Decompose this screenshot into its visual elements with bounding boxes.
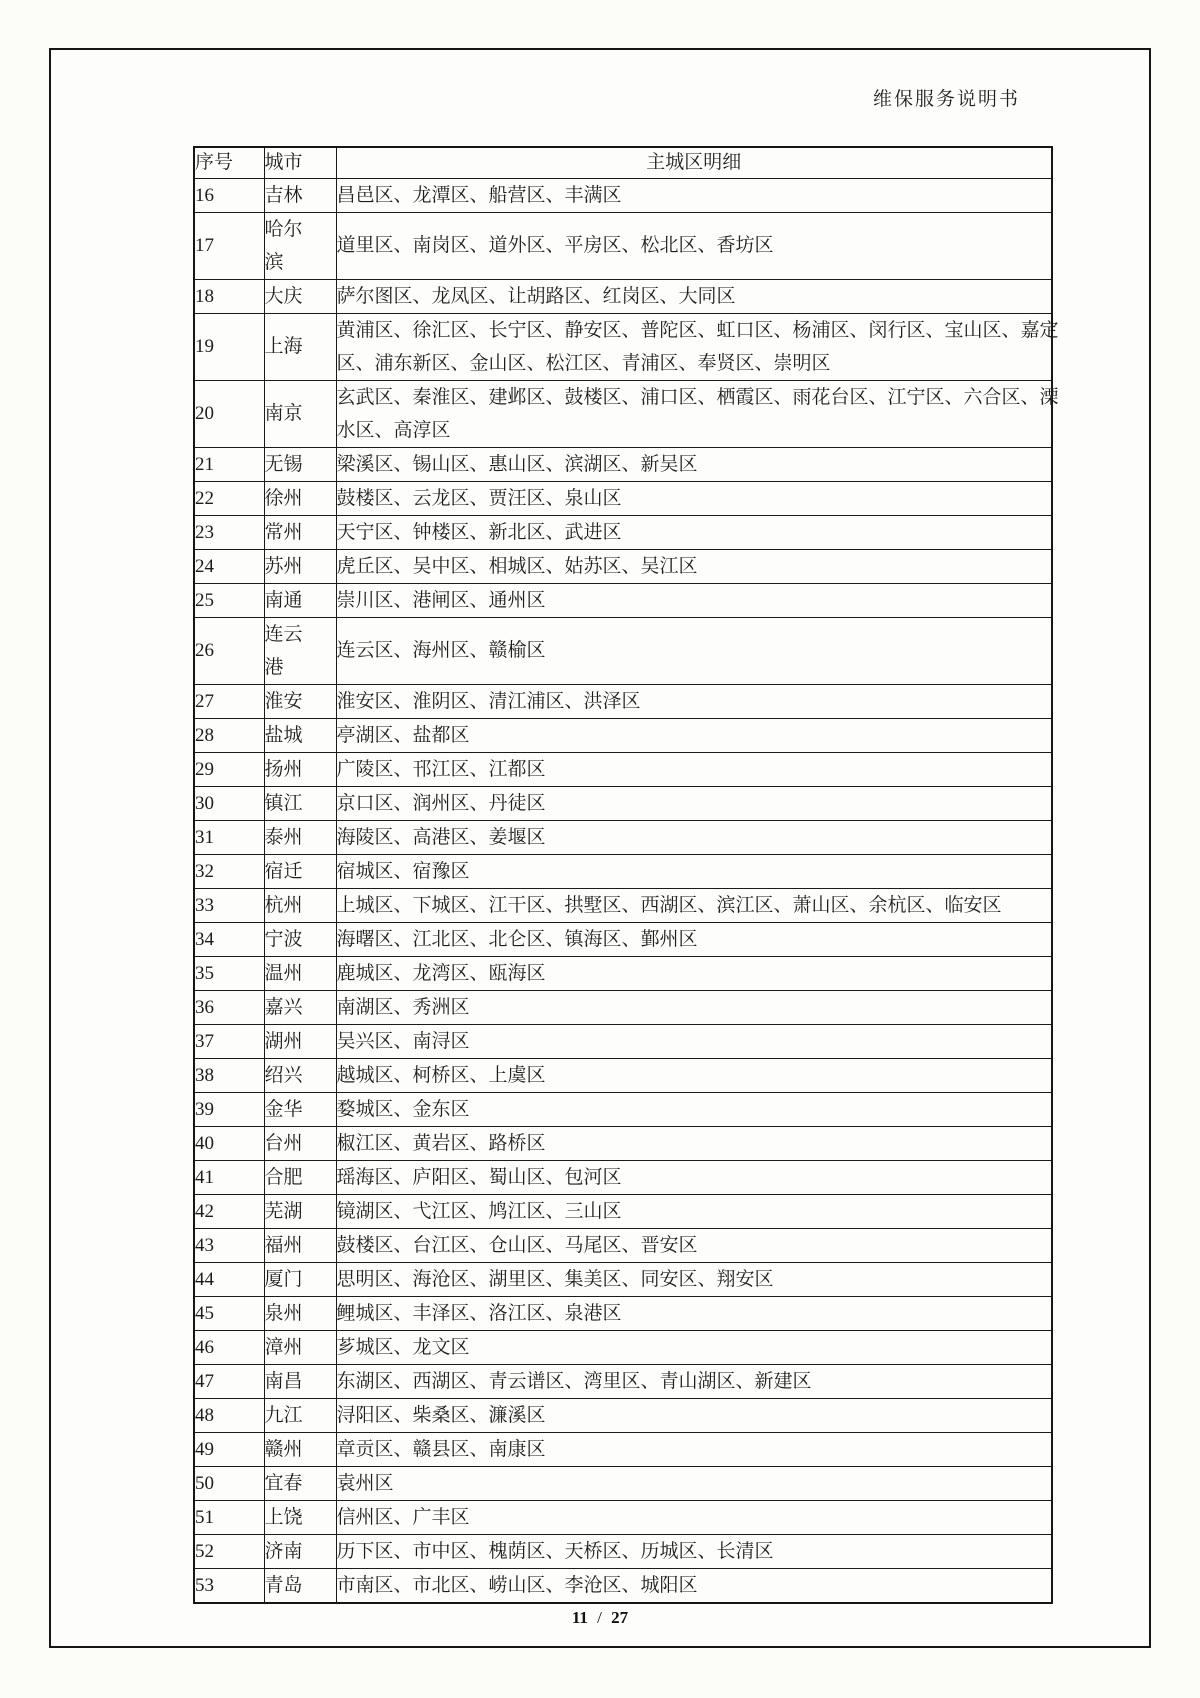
cell-row-number: [194, 212, 264, 279]
cell-districts: [336, 279, 1052, 313]
row-number: 29: [195, 758, 214, 780]
row-number: 28: [195, 724, 214, 746]
cell-row-number: [194, 1330, 264, 1364]
cell-row-number: [194, 922, 264, 956]
row-number: 42: [195, 1200, 214, 1222]
cell-districts-line: 吴兴区、南浔区: [336, 1030, 470, 1052]
cell-row-number: [194, 1364, 264, 1398]
cell-districts: [336, 684, 1052, 718]
cell-city: [264, 1262, 336, 1296]
row-number: 36: [195, 996, 214, 1018]
cell-districts-line: 椒江区、黄岩区、路桥区: [336, 1132, 546, 1154]
cell-city-line: 南昌: [264, 1370, 303, 1392]
cell-districts-line: 东湖区、西湖区、青云谱区、湾里区、青山湖区、新建区: [336, 1370, 812, 1392]
table-row: [194, 515, 1052, 549]
cell-city-line: 连云: [264, 623, 303, 645]
cell-city: [264, 1398, 336, 1432]
cell-row-number: [194, 380, 264, 447]
cell-city: [264, 854, 336, 888]
table-row: [194, 1330, 1052, 1364]
cell-districts-line: 信州区、广丰区: [336, 1506, 470, 1528]
cell-city: [264, 1126, 336, 1160]
row-number: 53: [195, 1574, 214, 1596]
cell-districts: [336, 888, 1052, 922]
cell-city: [264, 786, 336, 820]
cell-city-line: 泰州: [264, 826, 303, 848]
table-row: [194, 1024, 1052, 1058]
cell-row-number: [194, 1568, 264, 1603]
table-row: [194, 1228, 1052, 1262]
cell-city-line: 温州: [264, 962, 303, 984]
cell-districts: [336, 1500, 1052, 1534]
cell-districts-line: 市南区、市北区、崂山区、李沧区、城阳区: [336, 1574, 698, 1596]
cell-row-number: [194, 1092, 264, 1126]
cell-districts: [336, 1466, 1052, 1500]
cell-row-number: [194, 447, 264, 481]
table-row: [194, 1262, 1052, 1296]
cell-districts: [336, 178, 1052, 212]
cell-districts: [336, 990, 1052, 1024]
table-row: [194, 718, 1052, 752]
table-row: [194, 178, 1052, 212]
districts-table: [193, 146, 1059, 1604]
cell-row-number: [194, 990, 264, 1024]
cell-city: [264, 1568, 336, 1603]
cell-districts: [336, 1330, 1052, 1364]
cell-districts: [336, 752, 1052, 786]
cell-city-line: 杭州: [264, 894, 303, 916]
cell-city: [264, 617, 336, 684]
cell-city: [264, 1364, 336, 1398]
cell-city-line: 泉州: [264, 1302, 303, 1324]
cell-city: [264, 1194, 336, 1228]
cell-city-line: 宁波: [264, 928, 303, 950]
row-number: 35: [195, 962, 214, 984]
cell-city: [264, 1228, 336, 1262]
row-number: 20: [195, 403, 214, 424]
cell-districts-line: 梁溪区、锡山区、惠山区、滨湖区、新吴区: [336, 453, 698, 475]
table-row: [194, 1500, 1052, 1534]
cell-districts: [336, 515, 1052, 549]
cell-districts-line: 越城区、柯桥区、上虞区: [336, 1064, 546, 1086]
table-row: [194, 617, 1052, 684]
table-row: [194, 1296, 1052, 1330]
row-number: 21: [195, 453, 214, 475]
row-number: 26: [195, 640, 214, 661]
cell-row-number: [194, 1296, 264, 1330]
cell-city-line: 绍兴: [264, 1064, 303, 1086]
cell-city-line: 淮安: [264, 690, 303, 712]
table-row: [194, 1398, 1052, 1432]
cell-districts: [336, 212, 1052, 279]
cell-city: [264, 380, 336, 447]
row-number: 37: [195, 1030, 214, 1052]
cell-row-number: [194, 178, 264, 212]
cell-districts-line: 芗城区、龙文区: [336, 1336, 470, 1358]
cell-row-number: [194, 1194, 264, 1228]
cell-districts-line: 海曙区、江北区、北仑区、镇海区、鄞州区: [336, 928, 698, 950]
table-header-row: [194, 147, 1052, 178]
cell-districts-line: 浔阳区、柴桑区、濂溪区: [336, 1404, 546, 1426]
row-number: 52: [195, 1540, 214, 1562]
cell-districts-line: 上城区、下城区、江干区、拱墅区、西湖区、滨江区、萧山区、余杭区、临安区: [336, 894, 1002, 916]
cell-districts-line: 天宁区、钟楼区、新北区、武进区: [336, 521, 622, 543]
cell-city-line: 盐城: [264, 724, 303, 746]
cell-row-number: [194, 1534, 264, 1568]
cell-city-line: 无锡: [264, 453, 303, 475]
cell-districts: [336, 1296, 1052, 1330]
cell-city-line: 厦门: [264, 1268, 303, 1290]
table-row: [194, 684, 1052, 718]
column-header-city: 城市: [264, 147, 336, 178]
cell-districts: [336, 1126, 1052, 1160]
table-row: [194, 481, 1052, 515]
cell-city-line: 苏州: [264, 555, 303, 577]
cell-row-number: [194, 1024, 264, 1058]
cell-districts-line: 广陵区、邗江区、江都区: [336, 758, 546, 780]
cell-city-line: 滨: [264, 251, 284, 273]
cell-districts-line: 区、浦东新区、金山区、松江区、青浦区、奉贤区、崇明区: [336, 352, 831, 374]
row-number: 27: [195, 690, 214, 712]
row-number: 45: [195, 1302, 214, 1324]
table-row: [194, 1058, 1052, 1092]
cell-districts: [336, 1160, 1052, 1194]
cell-districts-line: 虎丘区、吴中区、相城区、姑苏区、吴江区: [336, 555, 698, 577]
table-row: [194, 1194, 1052, 1228]
cell-districts: [336, 786, 1052, 820]
table-row: [194, 888, 1052, 922]
cell-districts-line: 鼓楼区、云龙区、贾汪区、泉山区: [336, 487, 622, 509]
table-row: [194, 1466, 1052, 1500]
cell-city: [264, 820, 336, 854]
row-number: 24: [195, 555, 214, 577]
table-row: [194, 1568, 1052, 1603]
cell-districts-line: 亭湖区、盐都区: [336, 724, 470, 746]
cell-city: [264, 279, 336, 313]
table-row: [194, 956, 1052, 990]
cell-row-number: [194, 752, 264, 786]
table-row: [194, 549, 1052, 583]
row-number: 25: [195, 589, 214, 611]
table-row: [194, 820, 1052, 854]
cell-city-line: 港: [264, 656, 284, 678]
cell-city-line: 镇江: [264, 792, 303, 814]
page-footer: [0, 1608, 1200, 1628]
row-number: 19: [195, 336, 214, 357]
cell-row-number: [194, 786, 264, 820]
cell-districts-line: 海陵区、高港区、姜堰区: [336, 826, 546, 848]
cell-city-line: 吉林: [264, 184, 303, 206]
cell-districts: [336, 1568, 1052, 1603]
cell-city: [264, 1058, 336, 1092]
cell-row-number: [194, 549, 264, 583]
row-number: 34: [195, 928, 214, 950]
cell-city: [264, 956, 336, 990]
row-number: 44: [195, 1268, 214, 1290]
row-number: 51: [195, 1506, 214, 1528]
cell-districts-line: 京口区、润州区、丹徒区: [336, 792, 546, 814]
row-number: 40: [195, 1132, 214, 1154]
cell-city-line: 金华: [264, 1098, 303, 1120]
cell-city-line: 宜春: [264, 1472, 303, 1494]
cell-districts-line: 鼓楼区、台江区、仓山区、马尾区、晋安区: [336, 1234, 698, 1256]
column-header-districts: 主城区明细: [336, 147, 1052, 178]
cell-districts: [336, 1024, 1052, 1058]
column-header-no: 序号: [194, 147, 264, 178]
cell-districts-line: 袁州区: [336, 1472, 394, 1494]
cell-districts: [336, 1092, 1052, 1126]
cell-row-number: [194, 583, 264, 617]
cell-city-line: 九江: [264, 1404, 303, 1426]
cell-row-number: [194, 279, 264, 313]
cell-city-line: 济南: [264, 1540, 303, 1562]
cell-row-number: [194, 515, 264, 549]
table-row: [194, 752, 1052, 786]
table-row: [194, 380, 1052, 447]
cell-city: [264, 447, 336, 481]
row-number: 39: [195, 1098, 214, 1120]
row-number: 22: [195, 487, 214, 509]
table-row: [194, 854, 1052, 888]
cell-districts-line: 鲤城区、丰泽区、洛江区、泉港区: [336, 1302, 622, 1324]
cell-city: [264, 178, 336, 212]
cell-row-number: [194, 956, 264, 990]
cell-city: [264, 1330, 336, 1364]
row-number: 38: [195, 1064, 214, 1086]
cell-districts: [336, 549, 1052, 583]
cell-city: [264, 212, 336, 279]
cell-city: [264, 1160, 336, 1194]
cell-city-line: 台州: [264, 1132, 303, 1154]
cell-city-line: 嘉兴: [264, 996, 303, 1018]
row-number: 16: [195, 184, 214, 206]
table-row: [194, 1364, 1052, 1398]
table-row: [194, 1432, 1052, 1466]
cell-districts-line: 鹿城区、龙湾区、瓯海区: [336, 962, 546, 984]
cell-districts-line: 崇川区、港闸区、通州区: [336, 589, 546, 611]
cell-city: [264, 684, 336, 718]
row-number: 23: [195, 521, 214, 543]
table-row: [194, 1160, 1052, 1194]
cell-city: [264, 583, 336, 617]
cell-districts-line: 水区、高淳区: [336, 419, 451, 441]
cell-city: [264, 1534, 336, 1568]
table-row: [194, 786, 1052, 820]
cell-row-number: [194, 1058, 264, 1092]
cell-city-line: 湖州: [264, 1030, 303, 1052]
cell-districts: [336, 1058, 1052, 1092]
row-number: 49: [195, 1438, 214, 1460]
cell-city: [264, 549, 336, 583]
cell-row-number: [194, 1262, 264, 1296]
page-separator: /: [597, 1608, 602, 1627]
cell-districts: [336, 1364, 1052, 1398]
row-number: 46: [195, 1336, 214, 1358]
cell-row-number: [194, 313, 264, 380]
cell-city: [264, 752, 336, 786]
cell-row-number: [194, 820, 264, 854]
table-row: [194, 279, 1052, 313]
row-number: 33: [195, 894, 214, 916]
cell-city-line: 合肥: [264, 1166, 303, 1188]
cell-row-number: [194, 1126, 264, 1160]
cell-city: [264, 313, 336, 380]
cell-districts: [336, 380, 1059, 447]
cell-districts: [336, 1194, 1052, 1228]
cell-city: [264, 1024, 336, 1058]
table-row: [194, 1126, 1052, 1160]
cell-row-number: [194, 888, 264, 922]
table-row: [194, 990, 1052, 1024]
cell-city: [264, 1466, 336, 1500]
cell-row-number: [194, 1432, 264, 1466]
cell-city: [264, 990, 336, 1024]
cell-row-number: [194, 1228, 264, 1262]
cell-row-number: [194, 1398, 264, 1432]
doc-header-title: 维保服务说明书: [872, 89, 1020, 110]
cell-city: [264, 481, 336, 515]
cell-city-line: 芜湖: [264, 1200, 303, 1222]
row-number: 41: [195, 1166, 214, 1188]
cell-city: [264, 1500, 336, 1534]
cell-districts: [336, 617, 1052, 684]
cell-districts: [336, 854, 1052, 888]
cell-city: [264, 922, 336, 956]
table-row: [194, 583, 1052, 617]
cell-districts-line: 玄武区、秦淮区、建邺区、鼓楼区、浦口区、栖霞区、雨花台区、江宁区、六合区、溧: [336, 386, 1059, 408]
cell-city-line: 青岛: [264, 1574, 303, 1596]
row-number: 30: [195, 792, 214, 814]
page-total: 27: [611, 1608, 629, 1627]
cell-districts: [336, 481, 1052, 515]
table-row: [194, 1092, 1052, 1126]
cell-city-line: 常州: [264, 521, 303, 543]
cell-districts-line: 思明区、海沧区、湖里区、集美区、同安区、翔安区: [336, 1268, 774, 1290]
row-number: 48: [195, 1404, 214, 1426]
cell-city: [264, 1432, 336, 1466]
cell-districts: [336, 1262, 1052, 1296]
cell-districts: [336, 820, 1052, 854]
cell-districts-line: 瑶海区、庐阳区、蜀山区、包河区: [336, 1166, 622, 1188]
table-row: [194, 212, 1052, 279]
cell-city-line: 扬州: [264, 758, 303, 780]
cell-city-line: 徐州: [264, 487, 303, 509]
cell-districts-line: 道里区、南岗区、道外区、平房区、松北区、香坊区: [336, 235, 774, 256]
cell-row-number: [194, 1160, 264, 1194]
cell-districts-line: 章贡区、赣县区、南康区: [336, 1438, 546, 1460]
table-row: [194, 313, 1052, 380]
cell-districts-line: 萨尔图区、龙凤区、让胡路区、红岗区、大同区: [336, 285, 736, 307]
cell-city-line: 上饶: [264, 1506, 303, 1528]
cell-row-number: [194, 617, 264, 684]
cell-city-line: 上海: [264, 336, 303, 357]
cell-districts-line: 黄浦区、徐汇区、长宁区、静安区、普陀区、虹口区、杨浦区、闵行区、宝山区、嘉定: [336, 319, 1059, 341]
cell-city-line: 大庆: [264, 285, 303, 307]
cell-districts: [336, 583, 1052, 617]
cell-city: [264, 515, 336, 549]
table-row: [194, 1534, 1052, 1568]
cell-row-number: [194, 1500, 264, 1534]
cell-city-line: 漳州: [264, 1336, 303, 1358]
cell-districts: [336, 447, 1052, 481]
cell-city-line: 哈尔: [264, 218, 303, 240]
cell-city-line: 赣州: [264, 1438, 303, 1460]
page-number: 11: [571, 1608, 588, 1627]
cell-city-line: 宿迁: [264, 860, 303, 882]
cell-districts: [336, 1432, 1052, 1466]
row-number: 43: [195, 1234, 214, 1256]
table-body: [194, 178, 1059, 1603]
cell-city-line: 南通: [264, 589, 303, 611]
cell-districts-line: 宿城区、宿豫区: [336, 860, 470, 882]
cell-city: [264, 888, 336, 922]
cell-districts: [336, 1398, 1052, 1432]
cell-city: [264, 718, 336, 752]
row-number: 32: [195, 860, 214, 882]
row-number: 47: [195, 1370, 214, 1392]
cell-districts-line: 淮安区、淮阴区、清江浦区、洪泽区: [336, 690, 641, 712]
table-header: [194, 147, 1052, 178]
cell-row-number: [194, 481, 264, 515]
table-row: [194, 447, 1052, 481]
row-number: 17: [195, 235, 214, 256]
cell-districts: [336, 1228, 1052, 1262]
cell-row-number: [194, 1466, 264, 1500]
cell-row-number: [194, 854, 264, 888]
cell-city: [264, 1296, 336, 1330]
cell-districts: [336, 718, 1052, 752]
cell-row-number: [194, 718, 264, 752]
cell-row-number: [194, 684, 264, 718]
table-row: [194, 922, 1052, 956]
cell-districts: [336, 922, 1052, 956]
cell-districts-line: 连云区、海州区、赣榆区: [336, 640, 546, 661]
cell-city-line: 南京: [264, 403, 303, 424]
cell-districts-line: 镜湖区、弋江区、鸠江区、三山区: [336, 1200, 622, 1222]
cell-districts: [336, 956, 1052, 990]
cell-districts: [336, 1534, 1052, 1568]
row-number: 50: [195, 1472, 214, 1494]
row-number: 18: [195, 285, 214, 307]
cell-districts-line: 历下区、市中区、槐荫区、天桥区、历城区、长清区: [336, 1540, 774, 1562]
cell-districts-line: 婺城区、金东区: [336, 1098, 470, 1120]
cell-city-line: 福州: [264, 1234, 303, 1256]
cell-districts-line: 昌邑区、龙潭区、船营区、丰满区: [336, 184, 622, 206]
row-number: 31: [195, 826, 214, 848]
cell-districts: [336, 313, 1059, 380]
cell-city: [264, 1092, 336, 1126]
cell-districts-line: 南湖区、秀洲区: [336, 996, 470, 1018]
